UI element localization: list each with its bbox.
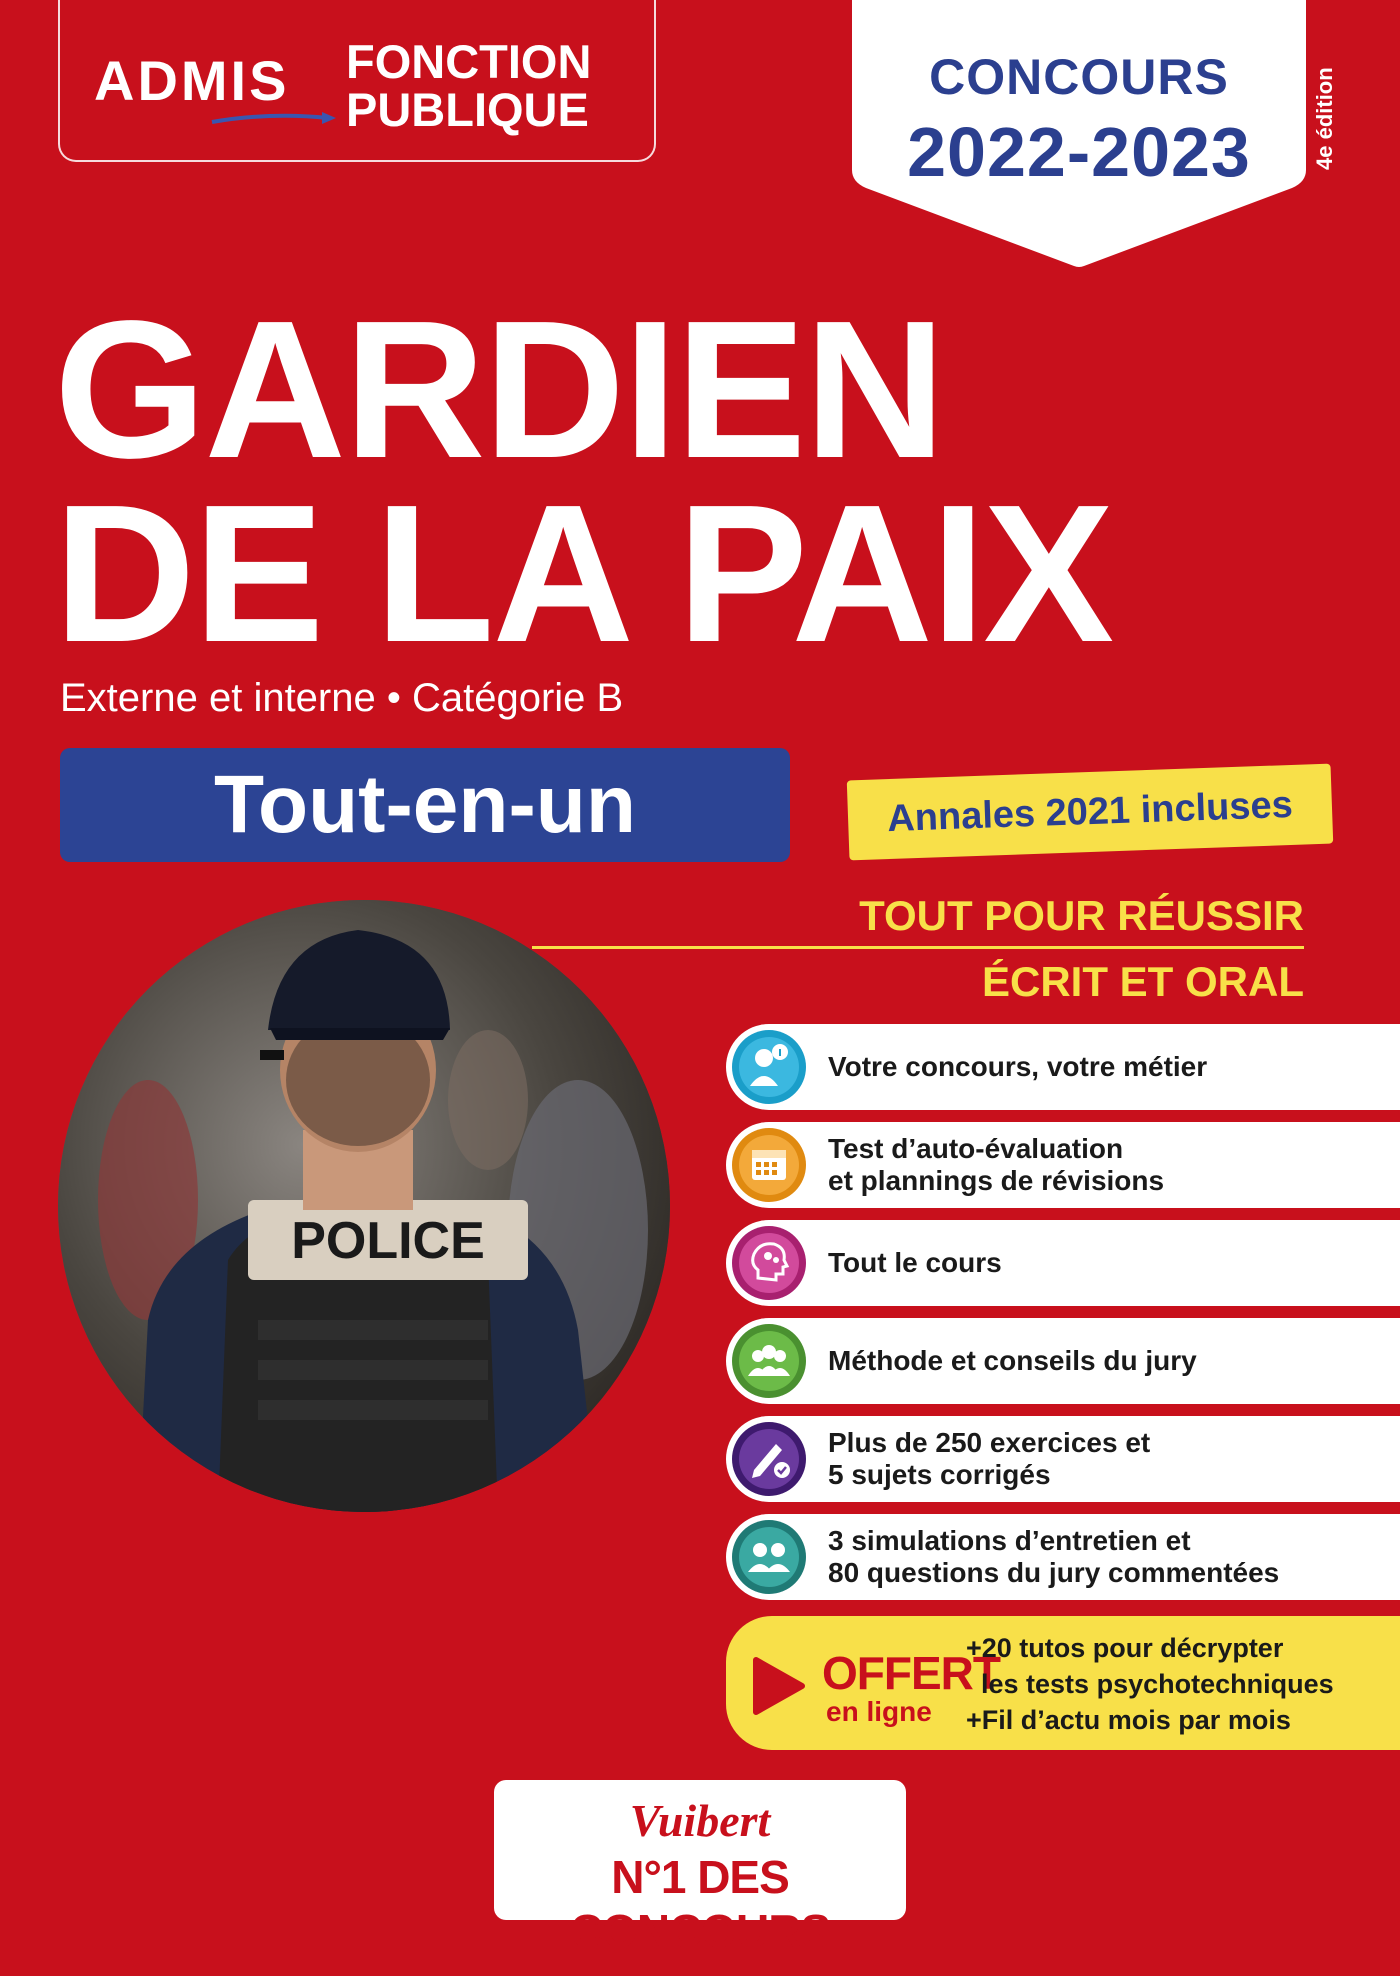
feature-item [726,1318,1400,1404]
collection-line1: FONCTION [346,35,592,88]
feature-label: Plus de 250 exercices et 5 sujets corrigés [828,1427,1151,1490]
offert-line-1: +20 tutos pour décrypter [966,1633,1284,1663]
calendar-icon [732,1128,806,1202]
feature-item [726,1514,1400,1600]
concours-label: CONCOURS [929,49,1229,105]
concours-years: 2022-2023 [907,113,1251,191]
publisher-logo [494,1780,906,1957]
publisher-slogan: N°1 DES CONCOURS [569,1851,831,1957]
feature-item [726,1122,1400,1208]
subtitle: Externe et interne • Catégorie B [60,676,624,720]
info-person-icon [732,1030,806,1104]
police-officer-photo [58,900,670,1512]
feature-label: Tout le cours [828,1247,1002,1278]
collection-name [346,35,592,136]
feature-item [726,1416,1400,1502]
pen-check-icon [732,1422,806,1496]
offert-box [726,1616,1400,1750]
conversation-icon [732,1520,806,1594]
feature-label: Test d’auto-évaluation et plannings de révisions [828,1133,1165,1196]
offert-sub: en ligne [826,1696,932,1727]
publisher-name: Vuibert [629,1795,771,1846]
title-line-1: GARDIEN [54,280,944,499]
tagline-line1: TOUT POUR RÉUSSIR [859,892,1304,939]
tagline-divider [532,946,1304,949]
brand-arrow-icon [210,108,340,128]
format-badge: Tout-en-un [60,748,790,862]
offert-line-2: les tests psychotechniques [966,1669,1334,1699]
vest-text: POLICE [291,1212,485,1270]
feature-label: 3 simulations d’entretien et 80 questions du jury commentées [828,1525,1280,1588]
brand-admis: ADMIS [94,49,290,112]
title-line-2: DE LA PAIX [54,464,1113,683]
feature-label: Votre concours, votre métier [828,1051,1208,1082]
edition-label: 4e édition [1312,67,1337,170]
offert-word: OFFERT [822,1647,1000,1699]
feature-item [726,1024,1400,1110]
annales-badge: Annales 2021 incluses [847,764,1333,861]
tagline-line2: ÉCRIT ET ORAL [982,958,1304,1005]
feature-item [726,1220,1400,1306]
brain-head-icon [732,1226,806,1300]
group-icon [732,1324,806,1398]
collection-line2: PUBLIQUE [346,83,589,136]
play-icon [752,1656,806,1716]
offert-details [966,1630,1334,1738]
feature-label: Méthode et conseils du jury [828,1345,1197,1376]
offert-line-3: +Fil d’actu mois par mois [966,1705,1291,1735]
